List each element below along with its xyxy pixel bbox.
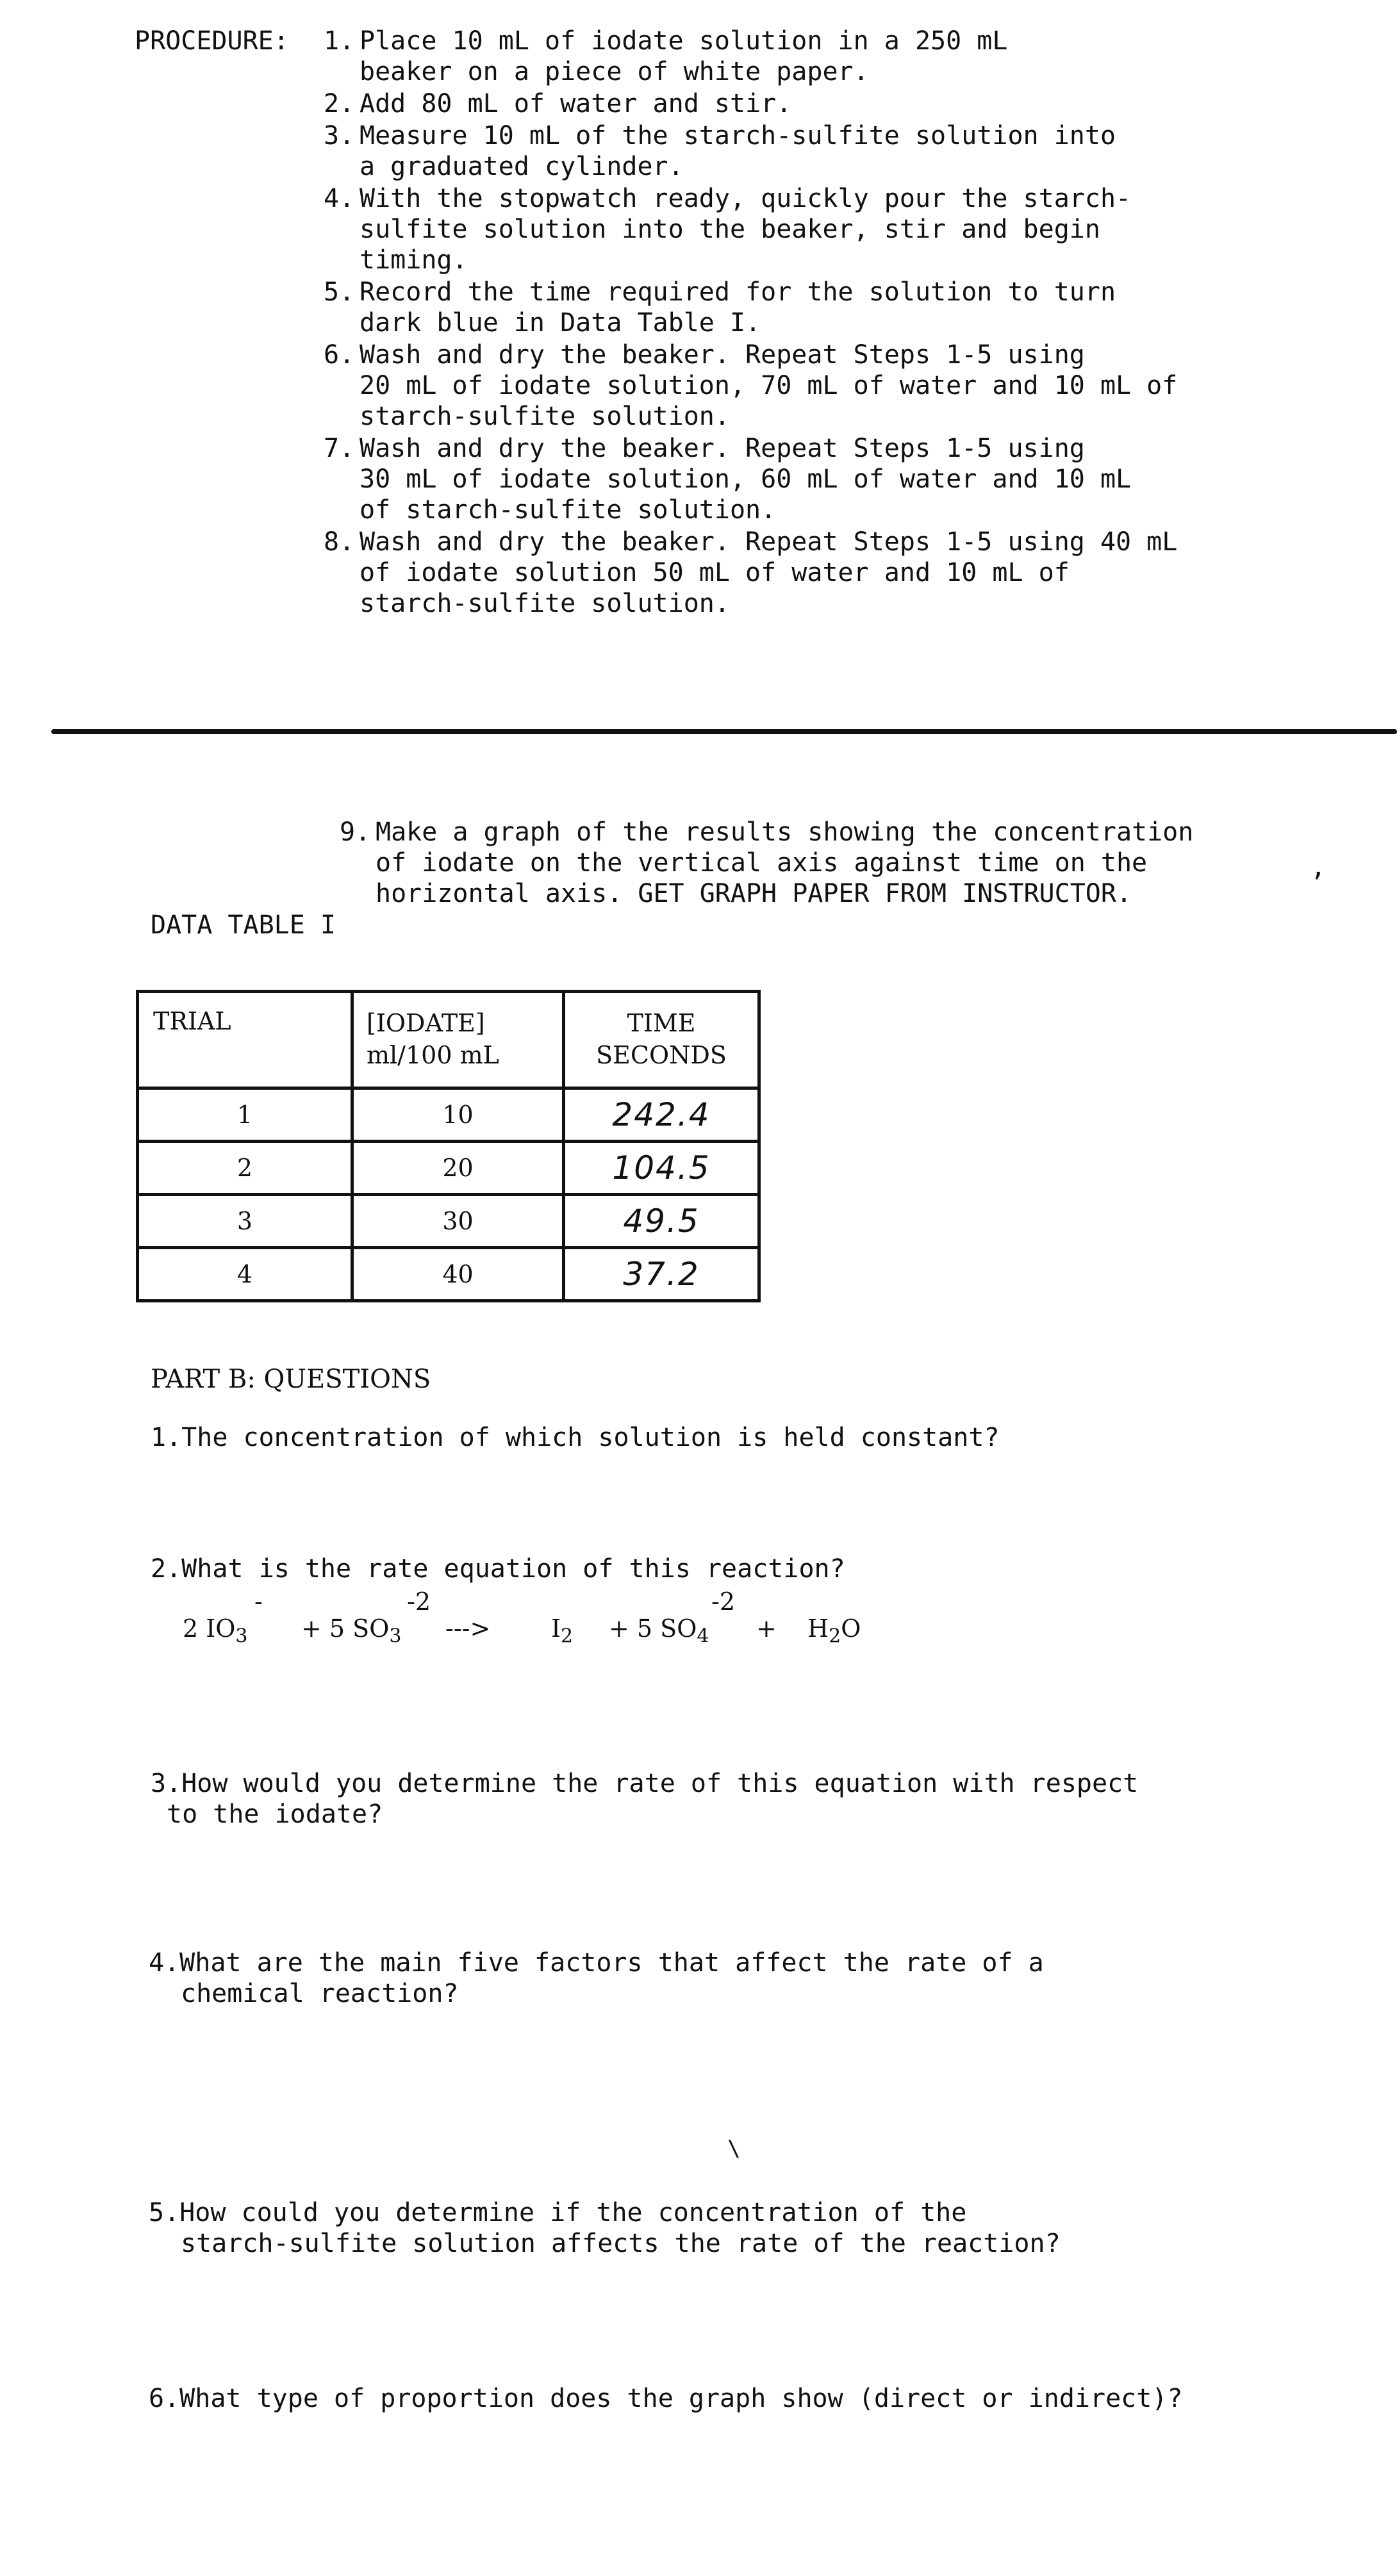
- header-time: [564, 992, 759, 1088]
- term-water-h: H: [807, 1614, 829, 1643]
- step-text-line: Wash and dry the beaker. Repeat Steps 1-5 using 40 mL: [360, 527, 1178, 557]
- term-iodate: [183, 1614, 248, 1648]
- step-number: 2.: [324, 89, 355, 119]
- procedure-step: [324, 26, 1285, 87]
- header-trial: TRIAL: [138, 992, 352, 1088]
- step-number: 4.: [324, 184, 355, 213]
- question-6: 6.What type of proportion does the graph show (direct or indirect)?: [149, 2384, 1183, 2413]
- procedure-step: [324, 120, 1285, 182]
- header-time-line1: TIME: [627, 1009, 696, 1037]
- header-iodate-line1: [IODATE]: [367, 1009, 485, 1037]
- procedure-step: [324, 527, 1285, 619]
- step-text-line: Measure 10 mL of the starch-sulfite solution into: [360, 121, 1116, 151]
- step-text-line: starch-sulfite solution.: [360, 589, 730, 618]
- step-number: 8.: [324, 527, 355, 557]
- step-text-line: Make a graph of the results showing the concentration: [376, 817, 1194, 847]
- reaction-arrow: --->: [445, 1614, 491, 1643]
- procedure-step: [324, 277, 1285, 338]
- page-divider: [51, 729, 1397, 734]
- step-text-line: Record the time required for the solution to turn: [360, 277, 1116, 307]
- table-row: [138, 1195, 759, 1248]
- procedure-label: PROCEDURE:: [135, 26, 289, 56]
- cell-iodate: 20: [352, 1142, 564, 1195]
- step-number: 7.: [324, 434, 355, 463]
- step9-line: [340, 817, 1301, 848]
- data-table-title: DATA TABLE I: [151, 910, 336, 940]
- cell-iodate: 40: [352, 1248, 564, 1301]
- procedure-step: [324, 433, 1285, 525]
- term-iodine: [551, 1614, 573, 1648]
- term-sulfite-sub: 3: [389, 1625, 402, 1648]
- step-text-line: Wash and dry the beaker. Repeat Steps 1-5 using: [360, 340, 1085, 370]
- stray-mark: ,: [1310, 853, 1327, 882]
- stray-tick-mark: \: [727, 2136, 741, 2162]
- step-text-line: starch-sulfite solution.: [360, 402, 730, 431]
- step-text-line: timing.: [360, 245, 468, 275]
- header-iodate-line2: ml/100 mL: [367, 1041, 499, 1069]
- plus-sign: +: [756, 1614, 777, 1643]
- term-iodate-text: 2 IO: [183, 1614, 236, 1643]
- cell-trial: 2: [138, 1142, 352, 1195]
- charge-minus: -: [254, 1587, 263, 1616]
- step-number: 5.: [324, 277, 355, 307]
- data-table: [136, 990, 761, 1302]
- procedure-step: [324, 88, 1285, 119]
- step-text-line: sulfite solution into the beaker, stir and begin: [360, 215, 1100, 244]
- term-iodate-sub: 3: [235, 1625, 248, 1648]
- cell-time: 49.5: [564, 1195, 759, 1248]
- cell-time: 37.2: [564, 1248, 759, 1301]
- cell-iodate: 30: [352, 1195, 564, 1248]
- cell-trial: 4: [138, 1248, 352, 1301]
- procedure-step: [324, 340, 1285, 432]
- step-text-line: Wash and dry the beaker. Repeat Steps 1-5 using: [360, 434, 1085, 463]
- term-sulfite-text: + 5 SO: [301, 1614, 390, 1643]
- term-water-sub: 2: [829, 1625, 841, 1648]
- step-number: 1.: [324, 26, 355, 56]
- term-water: [807, 1614, 861, 1648]
- procedure-step: [324, 183, 1285, 275]
- step-text-line: dark blue in Data Table I.: [360, 308, 761, 338]
- question-4-line2: chemical reaction?: [181, 1979, 459, 2008]
- step-text-line: of iodate solution 50 mL of water and 10 mL of: [360, 558, 1070, 587]
- step-text-line: horizontal axis. GET GRAPH PAPER FROM INSTRUCTOR.: [376, 879, 1132, 908]
- term-sulfate-text: + 5 SO: [609, 1614, 697, 1643]
- charge-sulfite: -2: [407, 1587, 431, 1616]
- part-b-title: PART B: QUESTIONS: [151, 1365, 431, 1394]
- procedure-step-9: [340, 817, 1301, 909]
- header-iodate: [352, 992, 564, 1088]
- question-4-line1: 4.What are the main five factors that affect the rate of a: [149, 1948, 1044, 1978]
- step-text-line: of iodate on the vertical axis against time on the: [376, 848, 1148, 878]
- question-5-line1: 5.How could you determine if the concentration of the: [149, 2198, 967, 2227]
- question-1: 1.The concentration of which solution is held constant?: [151, 1423, 1000, 1452]
- table-header-row: [138, 992, 759, 1088]
- table-row: [138, 1088, 759, 1142]
- term-sulfate: [609, 1614, 709, 1648]
- question-3-line2: to the iodate?: [167, 1800, 383, 1829]
- table-row: [138, 1248, 759, 1301]
- cell-time: 104.5: [564, 1142, 759, 1195]
- cell-trial: 3: [138, 1195, 352, 1248]
- step-text-line: 20 mL of iodate solution, 70 mL of water and 10 mL of: [360, 371, 1178, 400]
- step-text-line: Place 10 mL of iodate solution in a 250 mL: [360, 26, 1008, 56]
- term-sulfate-sub: 4: [697, 1625, 709, 1648]
- term-sulfite: [301, 1614, 401, 1648]
- cell-iodate: 10: [352, 1088, 564, 1142]
- question-5: [149, 2197, 1302, 2259]
- question-3-line1: 3.How would you determine the rate of this equation with respect: [151, 1769, 1139, 1798]
- header-time-line2: SECONDS: [596, 1041, 727, 1069]
- step-text-line: With the stopwatch ready, quickly pour the starch-: [360, 184, 1132, 213]
- step-text-line: Add 80 mL of water and stir.: [360, 89, 792, 119]
- step-number: 3.: [324, 121, 355, 151]
- step-text-line: 30 mL of iodate solution, 60 mL of water and 10 mL: [360, 464, 1132, 494]
- step-text-line: of starch-sulfite solution.: [360, 495, 777, 525]
- term-iodine-text: I: [551, 1614, 561, 1643]
- question-3: [151, 1768, 1304, 1830]
- term-iodine-sub: 2: [561, 1625, 574, 1648]
- step-text-line: beaker on a piece of white paper.: [360, 57, 869, 86]
- procedure-steps: [324, 26, 1285, 620]
- charge-sulfate: -2: [711, 1587, 736, 1616]
- step-number: 6.: [324, 340, 355, 370]
- step-text-line: a graduated cylinder.: [360, 152, 684, 181]
- cell-time: 242.4: [564, 1088, 759, 1142]
- step-number: 9.: [340, 817, 371, 847]
- table-row: [138, 1142, 759, 1195]
- question-2: 2.What is the rate equation of this reaction?: [151, 1554, 845, 1584]
- question-4: [149, 1948, 1302, 2009]
- cell-trial: 1: [138, 1088, 352, 1142]
- term-water-o: O: [841, 1614, 861, 1643]
- question-5-line2: starch-sulfite solution affects the rate of the reaction?: [181, 2229, 1061, 2258]
